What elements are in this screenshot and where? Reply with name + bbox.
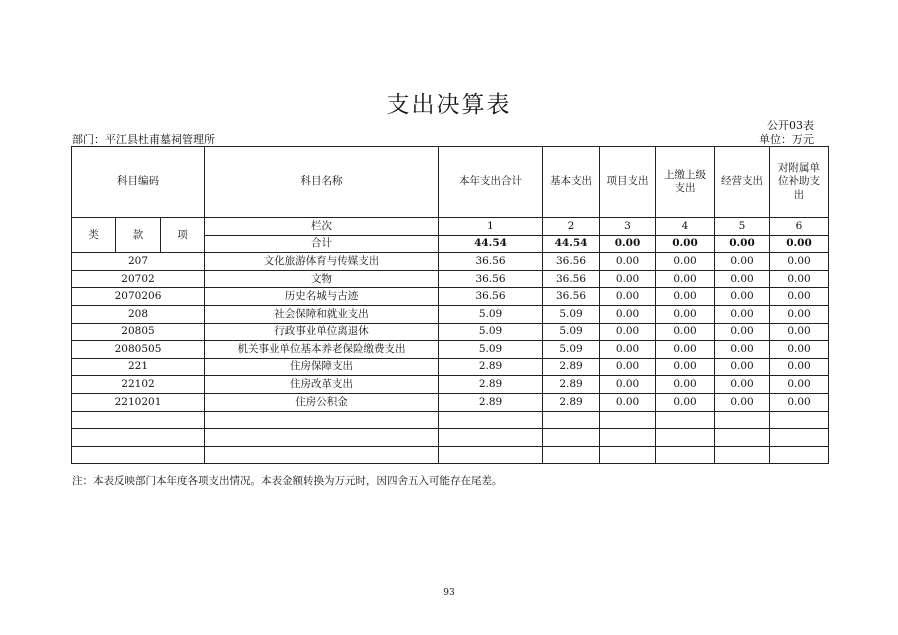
row-value: 0.00 [715,341,770,359]
row-name: 社会保障和就业支出 [205,305,439,323]
row-value: 0.00 [656,323,715,341]
blank-row [72,446,829,464]
blank-cell [770,429,829,447]
header-basic: 基本支出 [543,147,600,218]
col-number: 3 [600,218,656,236]
row-value: 0.00 [770,358,829,376]
footnote: 注：本表反映部门本年度各项支出情况。本表金额转换为万元时，因四舍五入可能存在尾差。 [72,475,503,487]
row-name: 住房改革支出 [205,376,439,394]
row-code: 2070206 [72,288,205,306]
header-upper: 上缴上级支出 [656,147,715,218]
table-row [72,270,829,288]
row-value: 0.00 [600,323,656,341]
row-value: 0.00 [600,288,656,306]
row-code: 20805 [72,323,205,341]
table-row [72,323,829,341]
row-value: 0.00 [715,253,770,271]
row-value: 0.00 [770,376,829,394]
row-value: 0.00 [600,376,656,394]
row-value: 2.89 [439,393,543,411]
row-value: 0.00 [656,288,715,306]
blank-cell [715,429,770,447]
table-row [72,376,829,394]
department-label: 部门：平江县杜甫墓祠管理所 [72,133,215,146]
row-value: 0.00 [770,270,829,288]
blank-cell [439,411,543,429]
row-value: 0.00 [770,305,829,323]
row-code: 207 [72,253,205,271]
row-value: 0.00 [770,323,829,341]
blank-cell [543,429,600,447]
row-value: 0.00 [600,393,656,411]
row-code: 20702 [72,270,205,288]
row-value: 36.56 [439,288,543,306]
total-value: 0.00 [715,235,770,253]
row-value: 0.00 [715,270,770,288]
row-value: 0.00 [715,358,770,376]
header-business: 经营支出 [715,147,770,218]
blank-row [72,411,829,429]
header-lei: 类 [72,218,116,253]
row-value: 36.56 [543,270,600,288]
row-value: 0.00 [656,253,715,271]
blank-cell [715,446,770,464]
row-value: 36.56 [543,253,600,271]
table-row [72,341,829,359]
total-value: 0.00 [600,235,656,253]
table-row [72,393,829,411]
blank-row [72,429,829,447]
row-name: 历史名城与古迹 [205,288,439,306]
row-code: 2080505 [72,341,205,359]
blank-cell [72,446,205,464]
blank-cell [72,429,205,447]
blank-cell [205,446,439,464]
header-total: 本年支出合计 [439,147,543,218]
row-value: 36.56 [439,253,543,271]
row-value: 0.00 [656,341,715,359]
row-value: 0.00 [656,376,715,394]
header-kuan: 款 [116,218,161,253]
row-value: 0.00 [600,341,656,359]
row-value: 5.09 [543,305,600,323]
blank-cell [656,446,715,464]
column-number-row [72,218,829,236]
table-row [72,288,829,306]
col-number: 4 [656,218,715,236]
row-value: 0.00 [770,288,829,306]
blank-cell [770,446,829,464]
blank-cell [770,411,829,429]
blank-cell [600,446,656,464]
total-value: 44.54 [439,235,543,253]
header-code: 科目编码 [72,147,205,218]
row-value: 0.00 [715,288,770,306]
table-row [72,253,829,271]
row-value: 2.89 [439,376,543,394]
form-number: 公开03表 [767,119,814,132]
blank-cell [600,411,656,429]
header-lanci: 栏次 [205,218,439,236]
blank-cell [656,429,715,447]
page-number: 93 [443,588,455,598]
row-code: 2210201 [72,393,205,411]
blank-cell [72,411,205,429]
row-value: 5.09 [439,341,543,359]
row-value: 36.56 [543,288,600,306]
blank-cell [600,429,656,447]
row-value: 5.09 [543,323,600,341]
total-value: 44.54 [543,235,600,253]
row-value: 0.00 [656,305,715,323]
row-value: 0.00 [600,253,656,271]
table-row [72,358,829,376]
blank-cell [656,411,715,429]
row-value: 0.00 [656,358,715,376]
header-row [72,147,829,218]
blank-cell [439,429,543,447]
blank-cell [205,429,439,447]
row-code: 221 [72,358,205,376]
row-value: 0.00 [715,393,770,411]
row-name: 住房公积金 [205,393,439,411]
row-name: 行政事业单位离退休 [205,323,439,341]
row-value: 0.00 [770,341,829,359]
total-value: 0.00 [656,235,715,253]
row-value: 2.89 [543,393,600,411]
row-code: 22102 [72,376,205,394]
blank-cell [715,411,770,429]
row-value: 5.09 [439,305,543,323]
blank-cell [205,411,439,429]
row-value: 0.00 [600,358,656,376]
blank-cell [543,446,600,464]
row-value: 0.00 [656,393,715,411]
row-value: 2.89 [543,376,600,394]
blank-cell [439,446,543,464]
col-number: 6 [770,218,829,236]
row-value: 0.00 [656,270,715,288]
row-value: 2.89 [439,358,543,376]
row-name: 文化旅游体育与传媒支出 [205,253,439,271]
header-project: 项目支出 [600,147,656,218]
row-value: 5.09 [439,323,543,341]
header-subsidy: 对附属单位补助支出 [770,147,829,218]
row-value: 0.00 [715,323,770,341]
unit-label: 单位：万元 [759,133,814,146]
page-title: 支出决算表 [386,92,512,118]
row-value: 0.00 [770,253,829,271]
row-value: 0.00 [715,305,770,323]
header-xiang: 项 [161,218,205,253]
total-label: 合计 [205,235,439,253]
row-value: 5.09 [543,341,600,359]
row-value: 36.56 [439,270,543,288]
blank-cell [543,411,600,429]
row-name: 住房保障支出 [205,358,439,376]
row-value: 0.00 [600,305,656,323]
row-code: 208 [72,305,205,323]
row-value: 0.00 [600,270,656,288]
expenditure-table [71,146,829,464]
row-value: 0.00 [715,376,770,394]
col-number: 2 [543,218,600,236]
total-value: 0.00 [770,235,829,253]
row-value: 0.00 [770,393,829,411]
header-name: 科目名称 [205,147,439,218]
row-value: 2.89 [543,358,600,376]
col-number: 5 [715,218,770,236]
table-row [72,305,829,323]
row-name: 文物 [205,270,439,288]
col-number: 1 [439,218,543,236]
row-name: 机关事业单位基本养老保险缴费支出 [205,341,439,359]
